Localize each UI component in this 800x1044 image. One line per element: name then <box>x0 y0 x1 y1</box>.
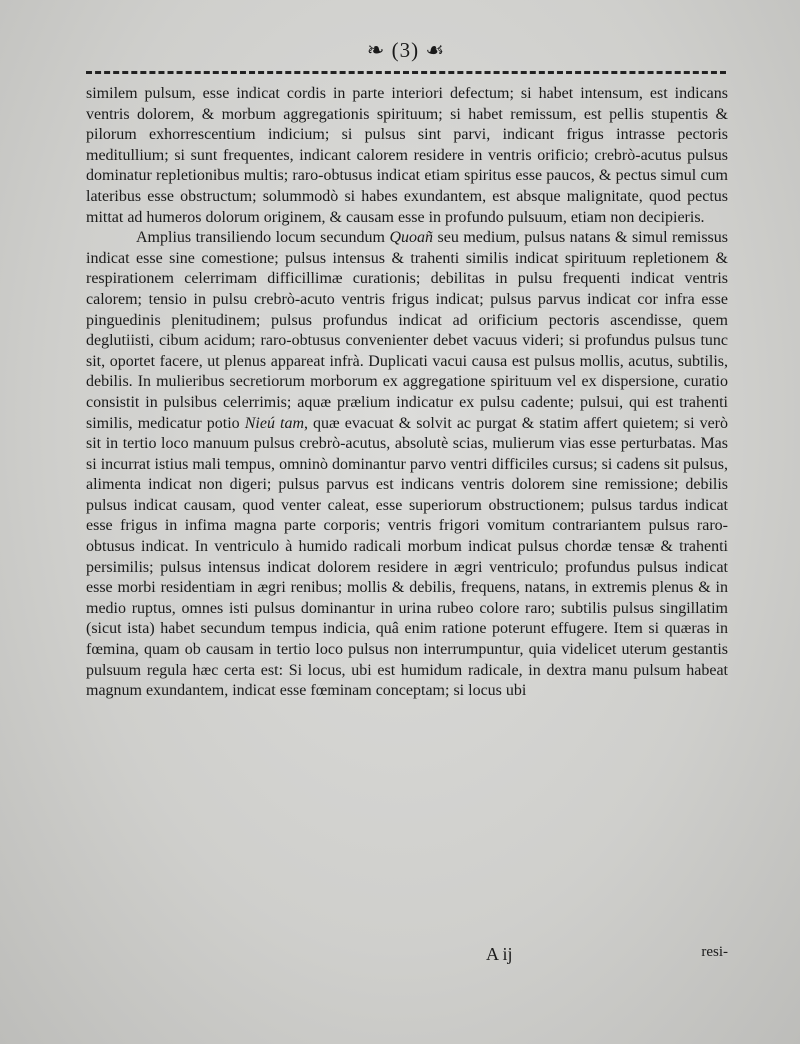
page-number: (3) <box>391 38 420 62</box>
paragraph-2-part-c: , quæ evacuat & solvit ac purgat & statim affert quietem; si verò sit in tertio loco manuum pulsus crebrò-acutus, absolutè scias, mulierum vias esse perturbatas. Mas si incurrat istius mali tempus, omninò dominantur parvo ventri difficiles cursus; si cadens sit pulsus, alimenta indicat non digeri; pulsus parvus est indicans ventris dolorem sine remissione; debilis pulsus indicat causam, quod venter caleat, esse superiorum obstructionem; pulsus tardus indicat esse frigus in infima magna parte corporis; ventris frigori vomitum contrariantem pulsus raro-obtusus indicat. In ventriculo à humido radicali morbum indicat pulsus chordæ tensæ & trahenti persimilis; pulsus intensus indicat dolorem residere in ægri ventriculo; profundus pulsus indicat esse morbi residentiam in ægri renibus; mollis & debilis, frequens, natans, in extremis plenus & in medio ruptus, omnes isti pulsus dominantur in urina rubeo colore raro; subtilis pulsus singillatim (sicut ista) habet secundum tempus indicia, quâ enim ratione poterunt effugere. Item si quæras in fœmina, quam ob causam in tertio loco pulsus non interrumpuntur, quia videlicet uterum gestantis pulsuum regula hæc certa est: Si locus, ubi est humidum radicale, in dextra manu pulsum habeat magnum exundantem, indicat esse fœminam conceptam; si locus ubi <box>86 414 728 700</box>
term-quoan: Quoañ <box>389 229 434 247</box>
header-rule <box>86 71 726 74</box>
paragraph-2-part-b: seu medium, pulsus natans & simul remissus indicat esse sine comestione; pulsus intensus & trahenti similis indicat spirituum repletionem & respirationem celerrimam difficillimæ curationis; debilitas in pulsu frequenti indicat ventris calorem; tensio in pulsu crebrò-acuto ventris frigus indicat; pulsus parvus indicat cor infra esse pinguedinis plenitudinem; pulsus profundus indicat ad orificium pectoris ascendisse, quem deglutiisti, cibum acidum; raro-obtusus convenienter debet vacuus videri; si profundus pulsus tunc sit, oportet facere, ut plenus appareat infrà. Duplicati vacui causa est pulsus mollis, acutus, subtilis, debilis. In mulieribus secretiorum morborum ex aggregatione spirituum vel ex dispersione, curatio consistit in pulsibus celerrimis; aquæ prælium indicatur ex pulsu cadente; pulsui, qui est trahenti similis, medicatur potio <box>86 229 729 432</box>
signature-mark: A ij <box>486 944 513 964</box>
page-header <box>86 38 726 78</box>
page-footer <box>86 944 728 970</box>
term-nieu-tam: Nieú tam <box>244 414 304 432</box>
ornament-right-icon: ☙ <box>425 38 446 62</box>
paragraph-2 <box>86 228 728 702</box>
ornament-left-icon: ❧ <box>366 38 386 62</box>
paragraph-1: similem pulsum, esse indicat cordis in parte interiori defectum; si habet intensum, est indicans ventris dolorem, & morbum aggregationis spirituum; si habet remissum, est pellis stupentis & pilorum exhorrescentium indicium; si pulsus sint parvi, indicant frigus intrasse pectoris meditullium; si sunt frequentes, indicant calorem residere in ventris orificio; crebrò-acutus pulsus dominatur repletionibus multis; raro-obtusus indicat etiam spiritus esse paucos, & pectus simul cum lateribus esse obstructum; solummodò si habes exundantem, est absque malignitate, quod pectus mittat ad humeros dolorum originem, & causam esse in profundo pulsuum, etiam non decipieris. <box>86 85 728 226</box>
paragraph-2-part-a: Amplius transiliendo locum secundum <box>136 229 390 247</box>
page-number-line <box>86 38 726 63</box>
body-text <box>86 84 728 702</box>
catchword: resi- <box>701 944 728 960</box>
